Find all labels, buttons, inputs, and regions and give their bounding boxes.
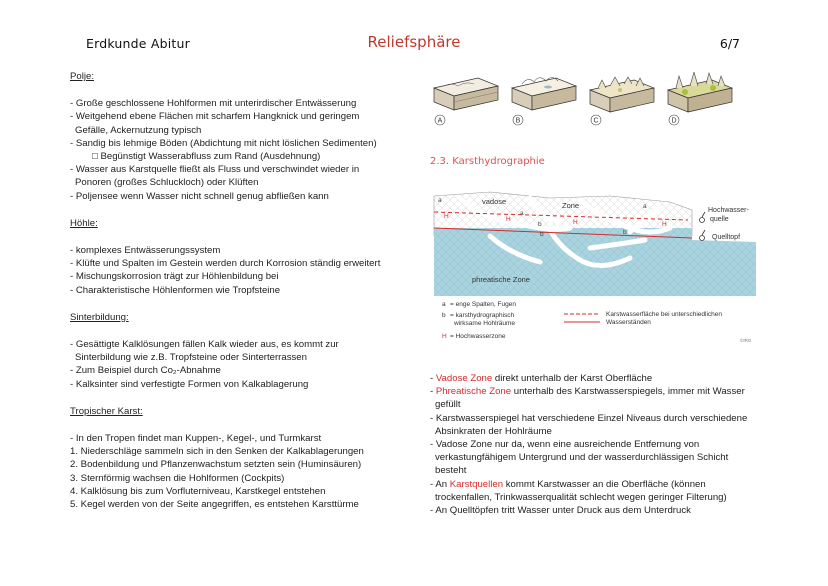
marker-h: H	[444, 213, 449, 220]
right-column	[430, 372, 770, 517]
right-line-cont: gefüllt	[435, 399, 461, 411]
block-diagram-a	[434, 78, 498, 125]
spring-pot-icon	[700, 230, 706, 241]
right-line-phreatisch: - Phreatische Zone unterhalb des Karstwasserspiegels, immer mit Wasser	[430, 386, 745, 398]
polje-line: - Poljensee wenn Wasser nicht schnell genug abfließen kann	[70, 190, 329, 202]
label-hochwasserquelle-2: quelle	[710, 216, 729, 223]
marker-a: a	[643, 203, 647, 210]
label-quelltopf: Quelltopf	[712, 234, 741, 241]
hoehle-line: - Klüfte und Spalten im Gestein werden durch Korrosion ständig erweitert	[70, 258, 381, 270]
marker-h: H	[662, 221, 667, 228]
figure-credit: ©IRG	[740, 338, 752, 343]
polje-line: □ Begünstigt Wasserabfluss zum Rand (Ausdehnung)	[92, 151, 321, 163]
marker-b: b	[623, 229, 627, 236]
section-title-hoehle: Höhle:	[70, 217, 98, 229]
right-line-cont: Absinkraten der Hohlräume	[435, 425, 552, 437]
page-title: Reliefsphäre	[367, 33, 461, 51]
tropisch-line: 1. Niederschläge sammeln sich in den Senken der Kalkablagerungen	[70, 446, 364, 458]
block-label-b: B	[515, 117, 521, 125]
tropical-karst-block-diagrams	[430, 72, 750, 132]
header-subject: Erdkunde Abitur	[86, 36, 190, 51]
hoehle-line: - komplexes Entwässerungssystem	[70, 245, 221, 257]
left-column	[70, 70, 400, 511]
hoehle-line: - Charakteristische Höhlenformen wie Tropfsteine	[70, 284, 281, 296]
right-line-vadose: - Vadose Zone direkt unterhalb der Karst Oberfläche	[430, 373, 653, 384]
page-number: 6/7	[719, 36, 740, 51]
term-vadose-zone: Vadose Zone	[435, 373, 493, 384]
label-zone: Zone	[562, 201, 580, 210]
tropisch-line: 5. Kegel werden von der Seite angegriffen, es entstehen Karsttürme	[70, 499, 359, 511]
legend-dashed-1: Karstwasserfläche bei unterschiedlichen	[606, 311, 722, 318]
block-label-d: D	[671, 117, 677, 125]
legend-key-h: H	[442, 333, 447, 340]
section-title-polje: Polje:	[70, 71, 94, 82]
right-line-cont: besteht	[435, 465, 467, 477]
spring-icon	[700, 212, 706, 223]
block-diagram-d	[668, 72, 732, 125]
legend-dashed-2: Wasserständen	[606, 319, 651, 326]
right-line-karstquellen: - An Karstquellen kommt Karstwasser an die Oberfläche (können	[430, 478, 706, 490]
right-line-quelltoepfe: - An Quelltöpfen tritt Wasser unter Druck aus dem Unterdruck	[430, 505, 691, 517]
legend-key-a: a	[442, 301, 446, 308]
polje-line: Gefälle, Ackernutzung typisch	[75, 124, 202, 136]
block-label-c: C	[593, 117, 599, 125]
marker-a: a	[520, 210, 524, 217]
sinter-line: - Zum Beispiel durch Co₂-Abnahme	[70, 365, 221, 377]
legend-h: = Hochwasserzone	[450, 333, 506, 340]
term-phreatische-zone: Phreatische Zone	[435, 386, 512, 398]
section-title-sinter: Sinterbildung:	[70, 311, 129, 323]
tropisch-line: 3. Sternförmig wachsen die Hohlformen (Cockpits)	[70, 472, 285, 484]
tropisch-line: - In den Tropen findet man Kuppen-, Kegel-, und Turmkarst	[70, 433, 322, 445]
right-line-vadose-condition: - Vadose Zone nur da, wenn eine ausreichende Entfernung von	[430, 439, 700, 451]
marker-a: a	[438, 197, 442, 204]
sinter-line: - Gesättigte Kalklösungen fällen Kalk wieder aus, es kommt zur	[70, 339, 339, 351]
polje-line: - Große geschlossene Hohlformen mit unterirdischer Entwässerung	[70, 98, 357, 110]
right-line-karstwasserspiegel: - Karstwasserspiegel hat verschiedene Einzel Niveaus durch verschiedene	[430, 412, 748, 424]
hoehle-line: - Mischungskorrosion trägt zur Höhlenbildung bei	[70, 271, 279, 283]
tropisch-line: 4. Kalklösung bis zum Vorfluterniveau, Karstkegel entstehen	[70, 485, 326, 497]
right-line-cont: trockenfallen, Trinkwasserqualität schlecht wegen geringer Filterung)	[435, 491, 727, 503]
block-diagram-b	[512, 78, 576, 126]
legend-b-2: wirksame Hohlräume	[454, 320, 516, 327]
legend-b-1: = karsthydrographisch	[450, 312, 515, 319]
marker-b: b	[538, 221, 542, 228]
phreatic-water	[434, 228, 756, 296]
section-title-tropisch: Tropischer Karst:	[70, 405, 143, 417]
block-label-a: A	[437, 117, 443, 125]
label-vadose: vadose	[482, 197, 507, 206]
marker-b: b	[540, 231, 544, 238]
subheading-karsthydrographie: 2.3. Karsthydrographie	[430, 156, 545, 167]
legend-key-b: b	[442, 312, 446, 319]
sinter-line: - Kalksinter sind verfestigte Formen von Kalkablagerung	[70, 378, 309, 390]
polje-line: - Weitgehend ebene Flächen mit scharfem Hangknick und geringem	[70, 111, 360, 123]
polje-line: Ponoren (großes Schluckloch) oder Klüften	[75, 177, 259, 189]
right-line-cont: verkastungfähigem Untergrund und der wasserdurchlässigen Schicht	[435, 452, 729, 464]
legend-a: = enge Spalten, Fugen	[450, 301, 516, 308]
tropisch-line: 2. Bodenbildung und Pflanzenwachstum setzten sein (Huminsäuren)	[70, 459, 362, 471]
term-karstquellen: Karstquellen	[449, 478, 504, 490]
polje-line: - Sandig bis lehmige Böden (Abdichtung mit nicht löslichen Sedimenten)	[70, 137, 377, 149]
label-hochwasserquelle-1: Hochwasser-	[708, 207, 749, 214]
block-diagram-c	[590, 77, 654, 125]
marker-h: H	[506, 216, 511, 223]
sinter-line: Sinterbildung wie z.B. Tropfsteine oder Sinterterrassen	[75, 352, 307, 364]
polje-line: - Wasser aus Karstquelle fließt als Fluss und verschwindet wieder in	[70, 164, 360, 176]
marker-h: H	[573, 219, 578, 226]
label-phreatische-zone: phreatische Zone	[472, 275, 530, 284]
karsthydrographie-diagram	[430, 188, 760, 348]
